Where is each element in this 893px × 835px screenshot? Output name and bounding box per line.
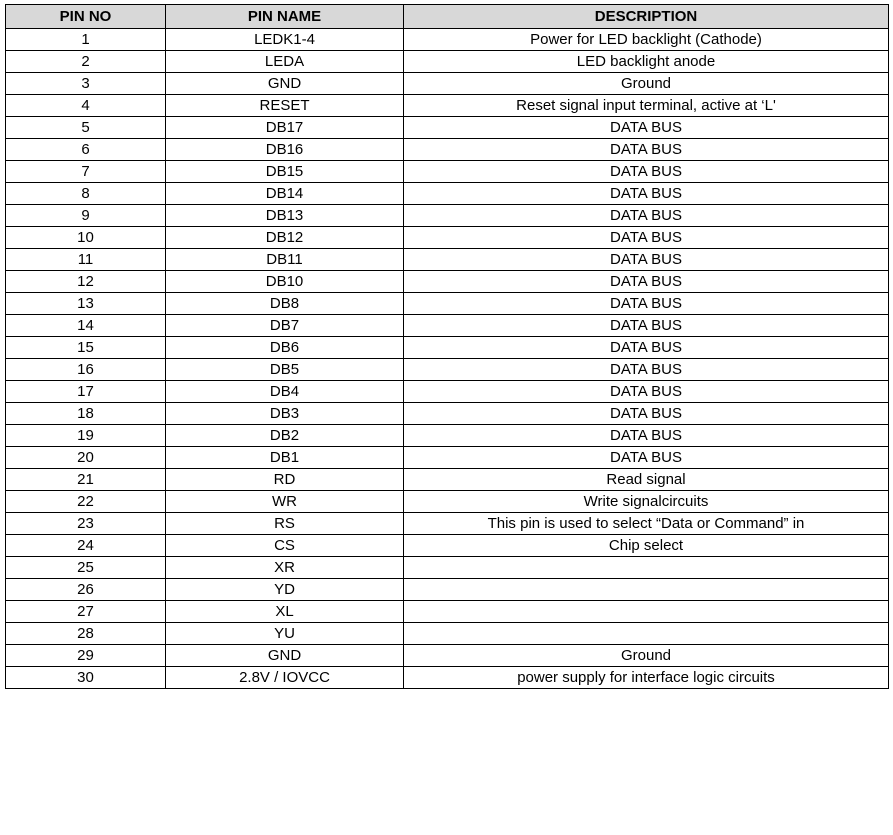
table-row [6, 95, 889, 117]
cell-pin-no: 23 [6, 513, 166, 535]
cell-pin-no: 11 [6, 249, 166, 271]
cell-pin-name: DB5 [166, 359, 404, 381]
cell-description: DATA BUS [404, 271, 889, 293]
cell-pin-no: 20 [6, 447, 166, 469]
cell-pin-name: DB8 [166, 293, 404, 315]
cell-pin-no: 10 [6, 227, 166, 249]
cell-pin-name: GND [166, 73, 404, 95]
cell-description: This pin is used to select “Data or Command” in [404, 513, 889, 535]
cell-pin-no: 17 [6, 381, 166, 403]
cell-description: DATA BUS [404, 447, 889, 469]
table-row [6, 359, 889, 381]
cell-description: DATA BUS [404, 205, 889, 227]
cell-pin-no: 9 [6, 205, 166, 227]
table-row [6, 513, 889, 535]
table-row [6, 249, 889, 271]
cell-pin-name: YD [166, 579, 404, 601]
cell-pin-name: YU [166, 623, 404, 645]
table-row [6, 117, 889, 139]
cell-pin-no: 19 [6, 425, 166, 447]
cell-description: DATA BUS [404, 425, 889, 447]
table-row [6, 425, 889, 447]
cell-pin-no: 7 [6, 161, 166, 183]
column-header-description: DESCRIPTION [404, 5, 889, 29]
cell-pin-name: DB16 [166, 139, 404, 161]
cell-pin-name: DB2 [166, 425, 404, 447]
table-row [6, 29, 889, 51]
table-row [6, 469, 889, 491]
cell-pin-no: 29 [6, 645, 166, 667]
cell-pin-no: 3 [6, 73, 166, 95]
table-row [6, 227, 889, 249]
cell-pin-name: RESET [166, 95, 404, 117]
cell-pin-name: RS [166, 513, 404, 535]
cell-pin-no: 5 [6, 117, 166, 139]
cell-pin-no: 8 [6, 183, 166, 205]
cell-pin-no: 22 [6, 491, 166, 513]
cell-description [404, 579, 889, 601]
cell-pin-no: 13 [6, 293, 166, 315]
cell-pin-name: GND [166, 645, 404, 667]
table-row [6, 183, 889, 205]
table-row [6, 579, 889, 601]
cell-pin-no: 21 [6, 469, 166, 491]
cell-description: DATA BUS [404, 249, 889, 271]
cell-pin-no: 28 [6, 623, 166, 645]
cell-description: Chip select [404, 535, 889, 557]
cell-description: DATA BUS [404, 337, 889, 359]
cell-description: DATA BUS [404, 403, 889, 425]
cell-pin-name: LEDA [166, 51, 404, 73]
cell-pin-no: 4 [6, 95, 166, 117]
cell-pin-no: 15 [6, 337, 166, 359]
table-row [6, 601, 889, 623]
cell-pin-name: DB12 [166, 227, 404, 249]
table-row [6, 73, 889, 95]
cell-description [404, 623, 889, 645]
table-row [6, 491, 889, 513]
cell-description: power supply for interface logic circuits [404, 667, 889, 689]
cell-pin-no: 30 [6, 667, 166, 689]
table-row [6, 535, 889, 557]
cell-pin-no: 25 [6, 557, 166, 579]
table-body [6, 29, 889, 689]
table-row [6, 337, 889, 359]
cell-pin-name: CS [166, 535, 404, 557]
cell-pin-no: 27 [6, 601, 166, 623]
table-row [6, 315, 889, 337]
column-header-pin-name: PIN NAME [166, 5, 404, 29]
cell-description: DATA BUS [404, 227, 889, 249]
table-row [6, 645, 889, 667]
cell-pin-name: DB15 [166, 161, 404, 183]
pin-assignment-table [5, 4, 889, 689]
cell-pin-name: XR [166, 557, 404, 579]
cell-pin-no: 14 [6, 315, 166, 337]
cell-description: DATA BUS [404, 117, 889, 139]
cell-description: DATA BUS [404, 293, 889, 315]
cell-pin-no: 18 [6, 403, 166, 425]
cell-pin-no: 1 [6, 29, 166, 51]
cell-description: Write signalcircuits [404, 491, 889, 513]
table-row [6, 403, 889, 425]
cell-pin-name: RD [166, 469, 404, 491]
table-row [6, 667, 889, 689]
cell-description: Ground [404, 73, 889, 95]
cell-description: Ground [404, 645, 889, 667]
cell-description: Power for LED backlight (Cathode) [404, 29, 889, 51]
table-row [6, 51, 889, 73]
table-header-row [6, 5, 889, 29]
table-row [6, 139, 889, 161]
cell-description: Read signal [404, 469, 889, 491]
cell-description: DATA BUS [404, 183, 889, 205]
cell-pin-no: 26 [6, 579, 166, 601]
cell-pin-name: DB1 [166, 447, 404, 469]
cell-pin-no: 16 [6, 359, 166, 381]
cell-description [404, 557, 889, 579]
cell-pin-name: DB17 [166, 117, 404, 139]
cell-pin-name: DB14 [166, 183, 404, 205]
table-row [6, 161, 889, 183]
cell-pin-name: 2.8V / IOVCC [166, 667, 404, 689]
cell-pin-name: DB13 [166, 205, 404, 227]
cell-pin-name: DB4 [166, 381, 404, 403]
table-row [6, 557, 889, 579]
cell-pin-name: DB10 [166, 271, 404, 293]
cell-pin-name: WR [166, 491, 404, 513]
cell-description: DATA BUS [404, 359, 889, 381]
cell-description: DATA BUS [404, 139, 889, 161]
cell-description: DATA BUS [404, 161, 889, 183]
table-row [6, 623, 889, 645]
cell-description [404, 601, 889, 623]
cell-pin-name: DB3 [166, 403, 404, 425]
table-row [6, 381, 889, 403]
cell-pin-name: DB6 [166, 337, 404, 359]
table-row [6, 447, 889, 469]
cell-pin-name: DB7 [166, 315, 404, 337]
column-header-pin-no: PIN NO [6, 5, 166, 29]
cell-description: Reset signal input terminal, active at ‘L' [404, 95, 889, 117]
table-row [6, 271, 889, 293]
cell-description: DATA BUS [404, 315, 889, 337]
cell-description: LED backlight anode [404, 51, 889, 73]
cell-pin-name: DB11 [166, 249, 404, 271]
cell-description: DATA BUS [404, 381, 889, 403]
cell-pin-no: 2 [6, 51, 166, 73]
cell-pin-no: 6 [6, 139, 166, 161]
cell-pin-name: LEDK1-4 [166, 29, 404, 51]
cell-pin-name: XL [166, 601, 404, 623]
table-row [6, 205, 889, 227]
cell-pin-no: 12 [6, 271, 166, 293]
table-header [6, 5, 889, 29]
cell-pin-no: 24 [6, 535, 166, 557]
table-row [6, 293, 889, 315]
